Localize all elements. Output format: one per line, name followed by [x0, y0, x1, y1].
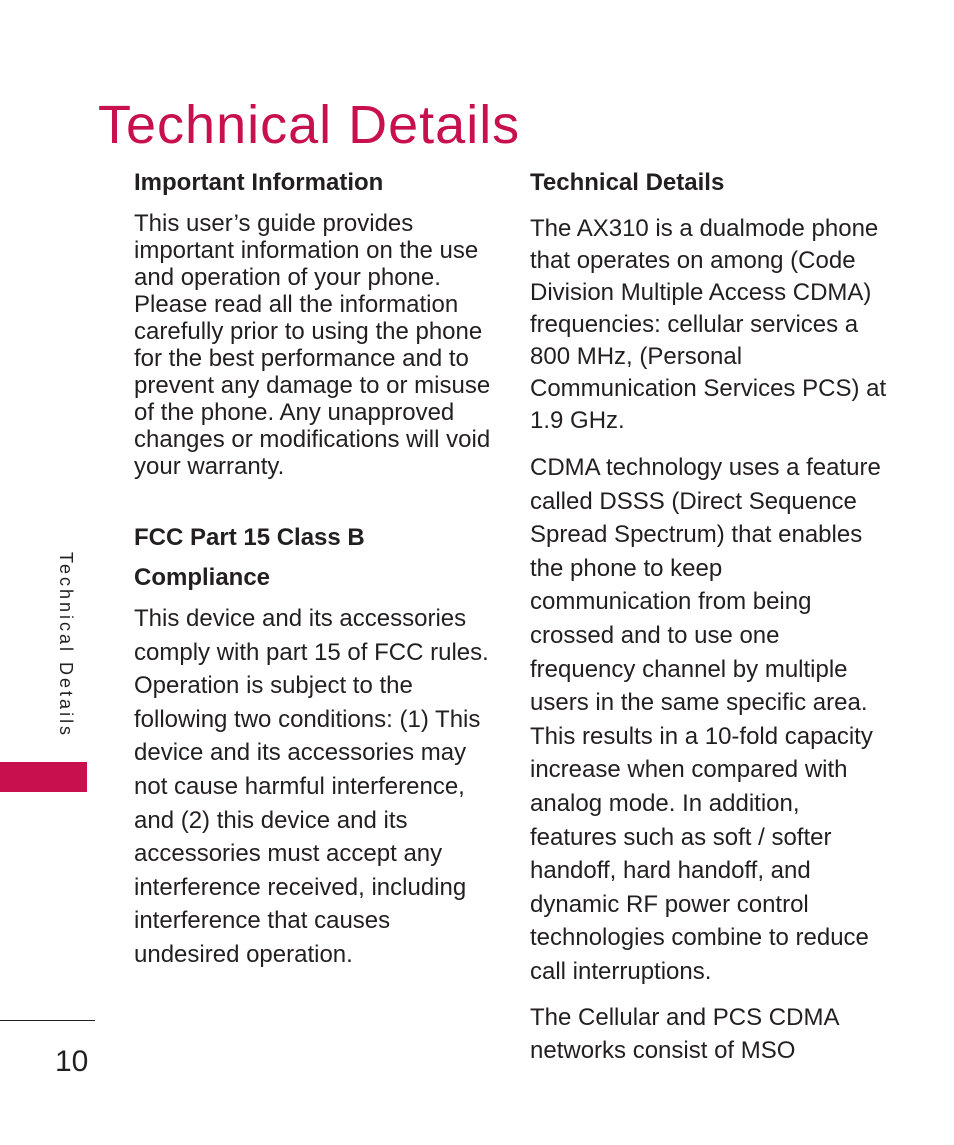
- side-tab-marker: [0, 762, 87, 792]
- important-information-text: This user’s guide provides important information on the use and operation of your phone. Please read all the information carefully prior to using the phone for the best performance and to prevent any damage to or misuse of the phone. Any unapproved changes or modifications will void your warranty.: [134, 210, 491, 480]
- page-title: Technical Details: [98, 95, 521, 156]
- page-number: 10: [55, 1045, 89, 1078]
- technical-details-heading: Technical Details: [530, 169, 725, 196]
- side-tab-label: Technical Details: [56, 552, 76, 739]
- left-column: [134, 166, 494, 972]
- fcc-compliance-text: This device and its accessories comply with part 15 of FCC rules. Operation is subject to the following two conditions: (1) This device and its accessories may not cause harmful interference, and (2) this device and its accessories must accept any interference received, including interference that causes undesired operation.: [134, 605, 489, 968]
- technical-details-paragraph-2: CDMA technology uses a feature called DSSS (Direct Sequence Spread Spectrum) that enables the phone to keep communication from being crossed and to use one frequency channel by multiple users in the same specific area. This results in a 10-fold capacity increase when compared with analog mode. In addition, features such as soft / softer handoff, hard handoff, and dynamic RF power control technologies combine to reduce call interruptions.: [530, 454, 881, 985]
- important-information-heading: Important Information: [134, 169, 384, 196]
- right-column: [530, 166, 890, 1068]
- technical-details-paragraph-3: The Cellular and PCS CDMA networks consist of MSO: [530, 1003, 839, 1065]
- fcc-compliance-heading: FCC Part 15 Class B Compliance: [134, 524, 365, 591]
- technical-details-paragraph-1: The AX310 is a dualmode phone that operates on among (Code Division Multiple Access CDMA) frequencies: cellular services a 800 MHz, (Personal Communication Services PCS) at 1.9 GHz.: [530, 215, 887, 434]
- footer-divider: [0, 1020, 95, 1021]
